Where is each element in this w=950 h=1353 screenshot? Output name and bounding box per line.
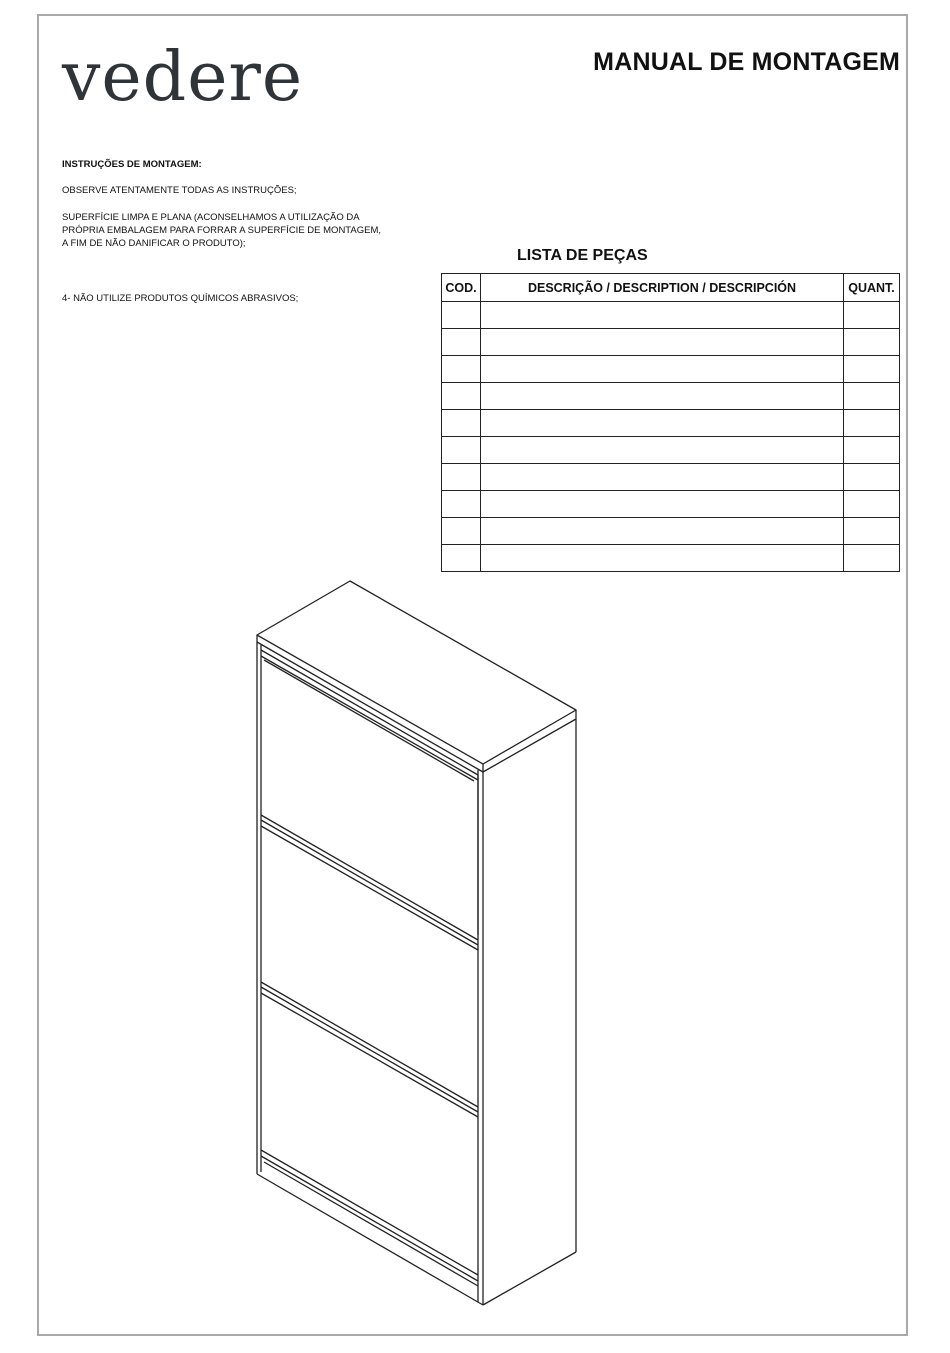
cabinet-door-middle [261, 820, 478, 1107]
parts-list-title: LISTA DE PEÇAS [517, 247, 648, 264]
cabinet-top [257, 581, 576, 764]
column-header-description: DESCRIÇÃO / DESCRIPTION / DESCRIPCIÓN [481, 274, 844, 302]
page-title: MANUAL DE MONTAGEM [593, 48, 900, 76]
column-header-code: COD. [442, 274, 481, 302]
instruction-item: 4- NÃO UTILIZE PRODUTOS QUÍMICOS ABRASIVOS; [62, 293, 299, 304]
cabinet-door-top [261, 650, 478, 940]
instruction-item: SUPERFÍCIE LIMPA E PLANA (ACONSELHAMOS A UTILIZAÇÃO DA PRÓPRIA EMBALAGEM PARA FORRAR A SUPERFÍCIE DE MONTAGEM, A FIM DE NÃO DANIFICAR O PRODUTO); [62, 212, 382, 249]
brand-logo: vedere [62, 38, 304, 117]
column-header-quantity: QUANT. [844, 274, 900, 302]
instruction-item: OBSERVE ATENTAMENTE TODAS AS INSTRUÇÕES; [62, 185, 297, 196]
cabinet-door-bottom [261, 987, 478, 1275]
instructions-heading: INSTRUÇÕES DE MONTAGEM: [62, 159, 202, 170]
